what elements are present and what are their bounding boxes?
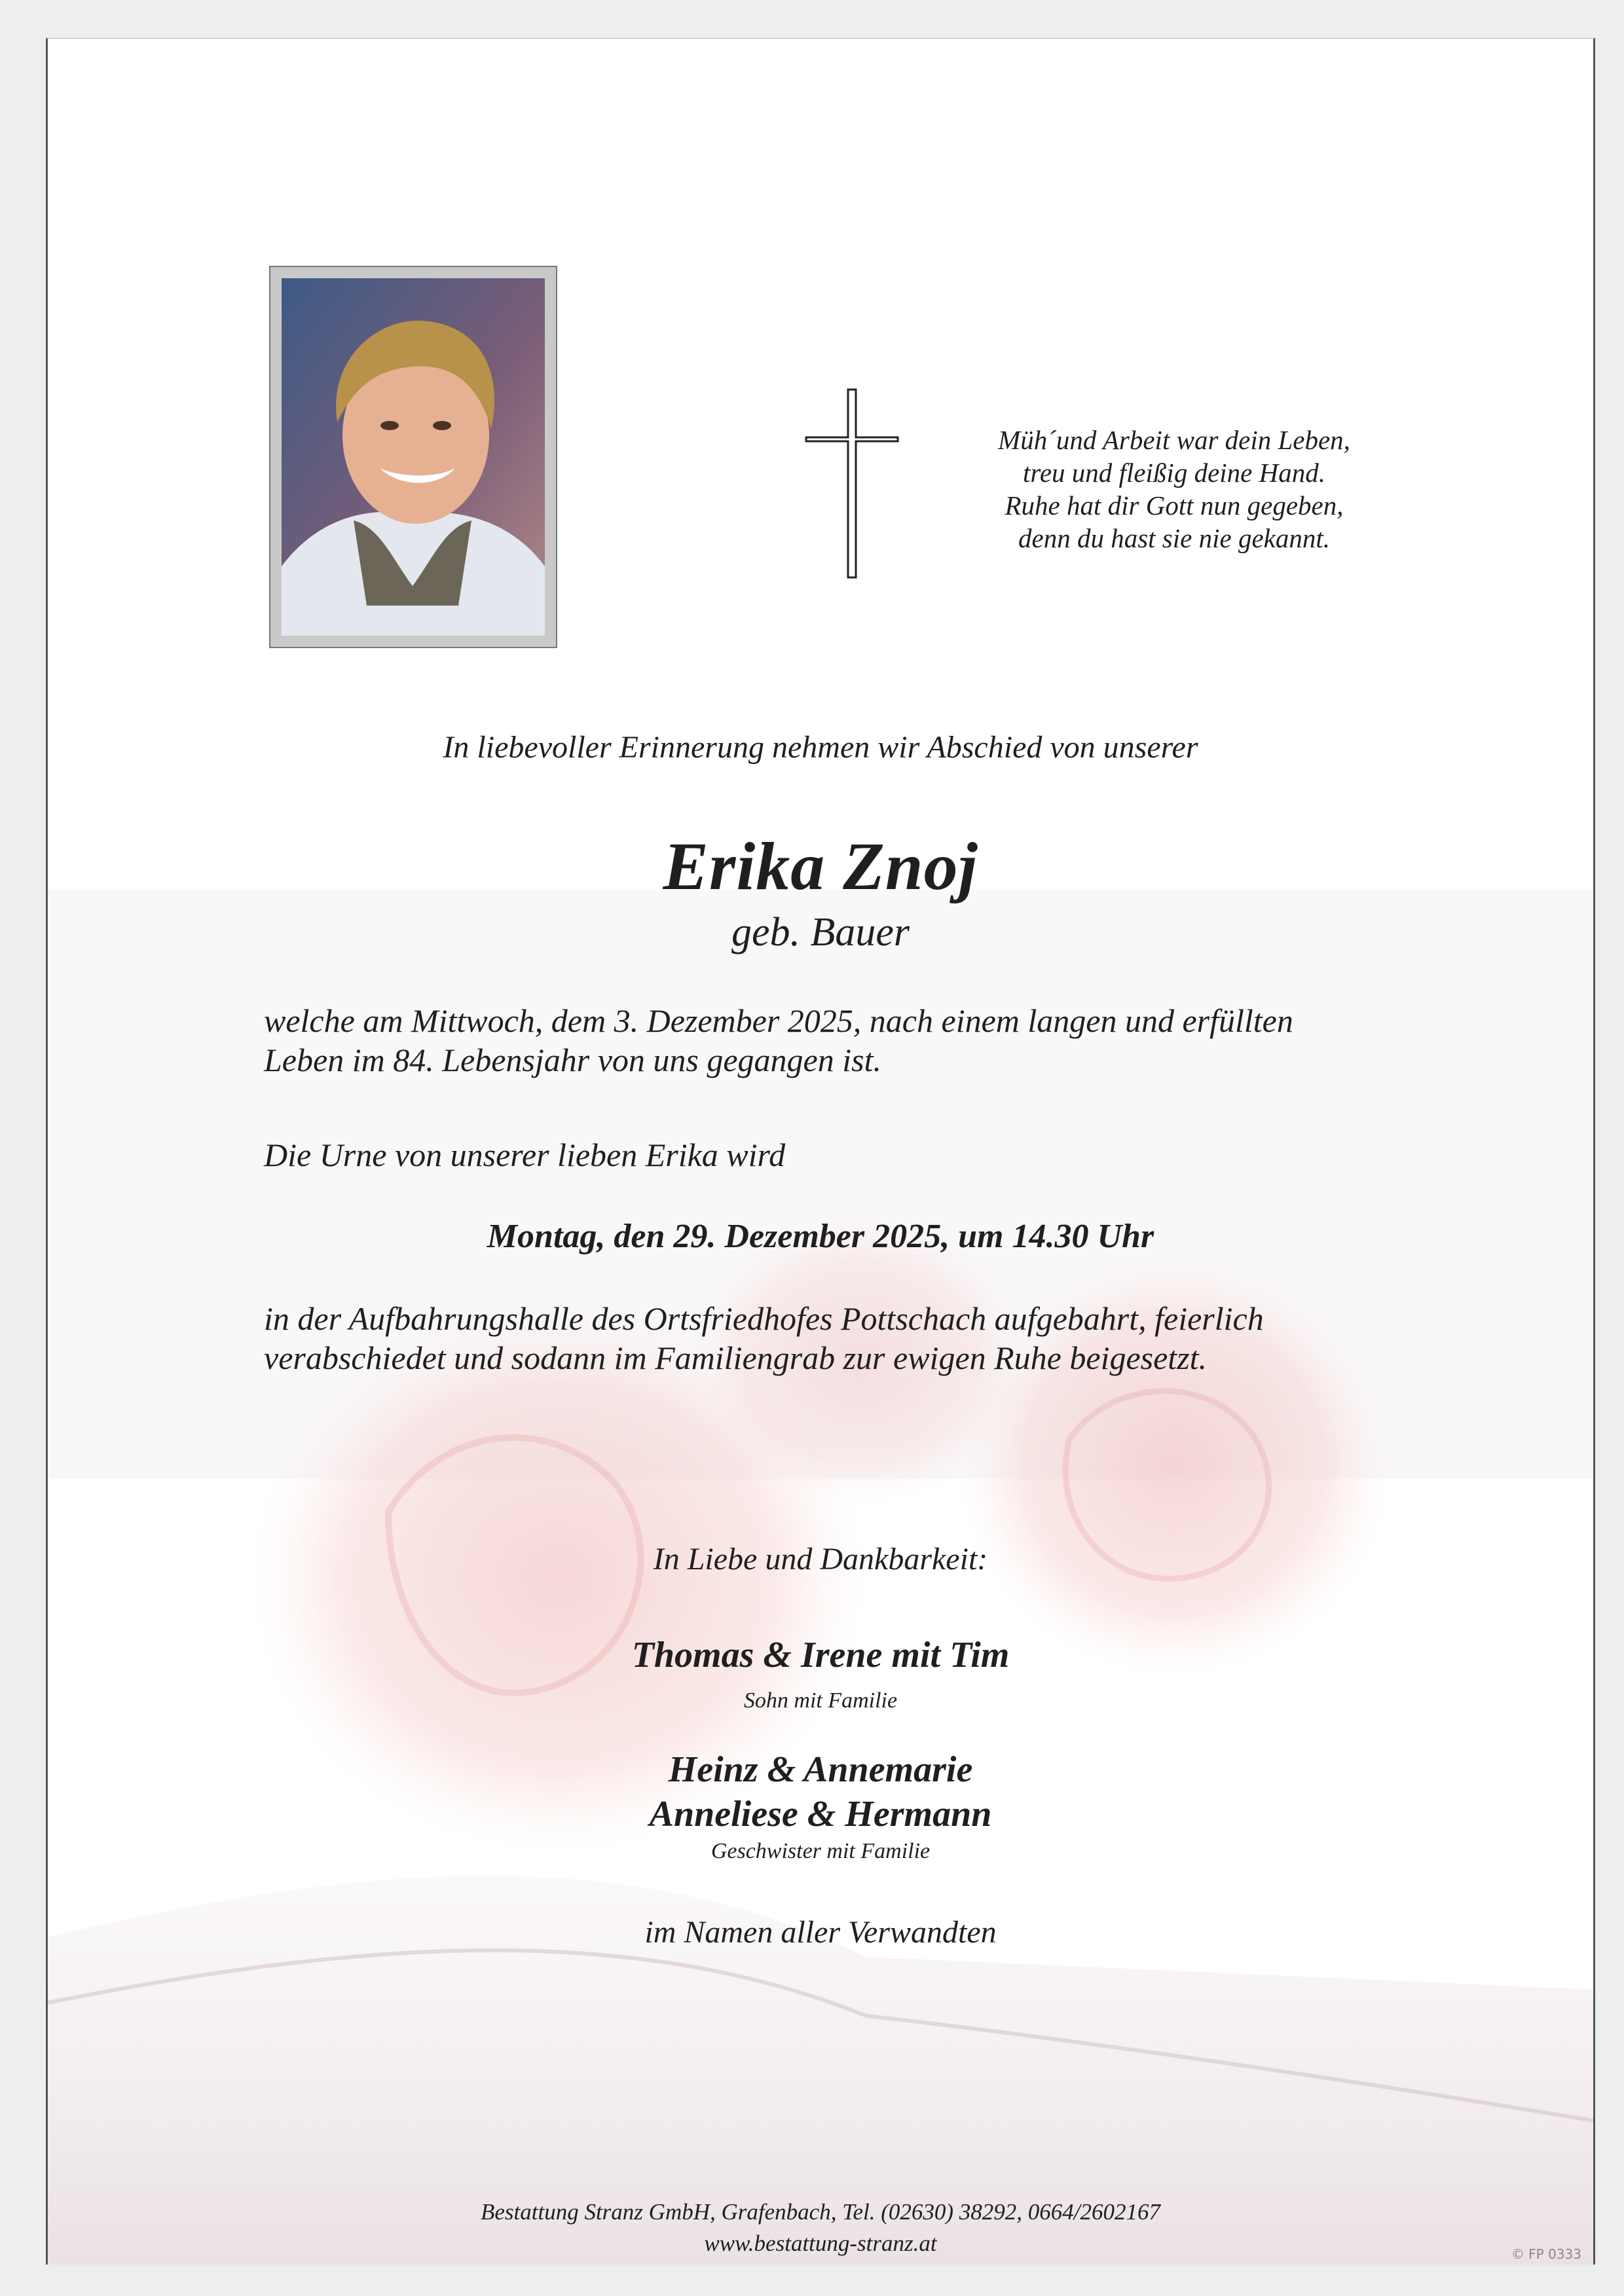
template-code: © FP 0333 xyxy=(1511,2246,1581,2262)
ceremony-date: Montag, den 29. Dezember 2025, um 14.30 Uhr xyxy=(487,1218,1154,1255)
portrait-image xyxy=(282,278,545,636)
poem-line: Ruhe hat dir Gott nun gegeben, xyxy=(1005,490,1344,520)
ceremony-line: in der Aufbahrungshalle des Ortsfriedhofes Pottschach aufgebahrt, feierlich xyxy=(264,1300,1264,1337)
poem-line: Müh´und Arbeit war dein Leben, xyxy=(998,425,1350,455)
urn-intro: Die Urne von unserer lieben Erika wird xyxy=(264,1137,786,1173)
poem-line: treu und fleißig deine Hand. xyxy=(1023,458,1325,488)
thanks-heading: In Liebe und Dankbarkeit: xyxy=(653,1542,988,1576)
funeral-home-info: Bestattung Stranz GmbH, Grafenbach, Tel. (02630) 38292, 0664/2602167 xyxy=(481,2199,1160,2225)
closing-line: im Namen aller Verwandten xyxy=(644,1915,997,1950)
parte-sheet xyxy=(46,38,1595,2265)
mourner-relation: Sohn mit Familie xyxy=(743,1688,898,1713)
ceremony-paragraph xyxy=(264,1299,1377,1377)
mourner-names: Anneliese & Hermann xyxy=(649,1794,992,1834)
cross-icon xyxy=(800,386,904,583)
passing-line: Leben im 84. Lebensjahr von uns gegangen ist. xyxy=(264,1042,881,1078)
ceremony-line: verabschiedet und sodann im Familiengrab zur ewigen Ruhe beigesetzt. xyxy=(264,1339,1208,1376)
poem xyxy=(932,424,1416,555)
mourner-names: Thomas & Irene mit Tim xyxy=(631,1635,1010,1675)
funeral-home-website[interactable]: www.bestattung-stranz.at xyxy=(704,2231,937,2256)
passing-line: welche am Mittwoch, dem 3. Dezember 2025, nach einem langen und erfüllten xyxy=(264,1002,1293,1039)
mourner-relation: Geschwister mit Familie xyxy=(710,1839,931,1863)
poem-line: denn du hast sie nie gekannt. xyxy=(1018,523,1330,553)
deceased-name: Erika Znoj xyxy=(663,829,978,904)
mourner-names: Heinz & Annemarie xyxy=(668,1749,973,1790)
mourner-group-2 xyxy=(48,1747,1593,1836)
portrait-photo xyxy=(269,266,557,648)
intro-text: In liebevoller Erinnerung nehmen wir Abschied von unserer xyxy=(443,730,1198,765)
mourner-group-1 xyxy=(48,1633,1593,1677)
maiden-name: geb. Bauer xyxy=(731,910,910,955)
passing-paragraph xyxy=(264,1001,1377,1080)
